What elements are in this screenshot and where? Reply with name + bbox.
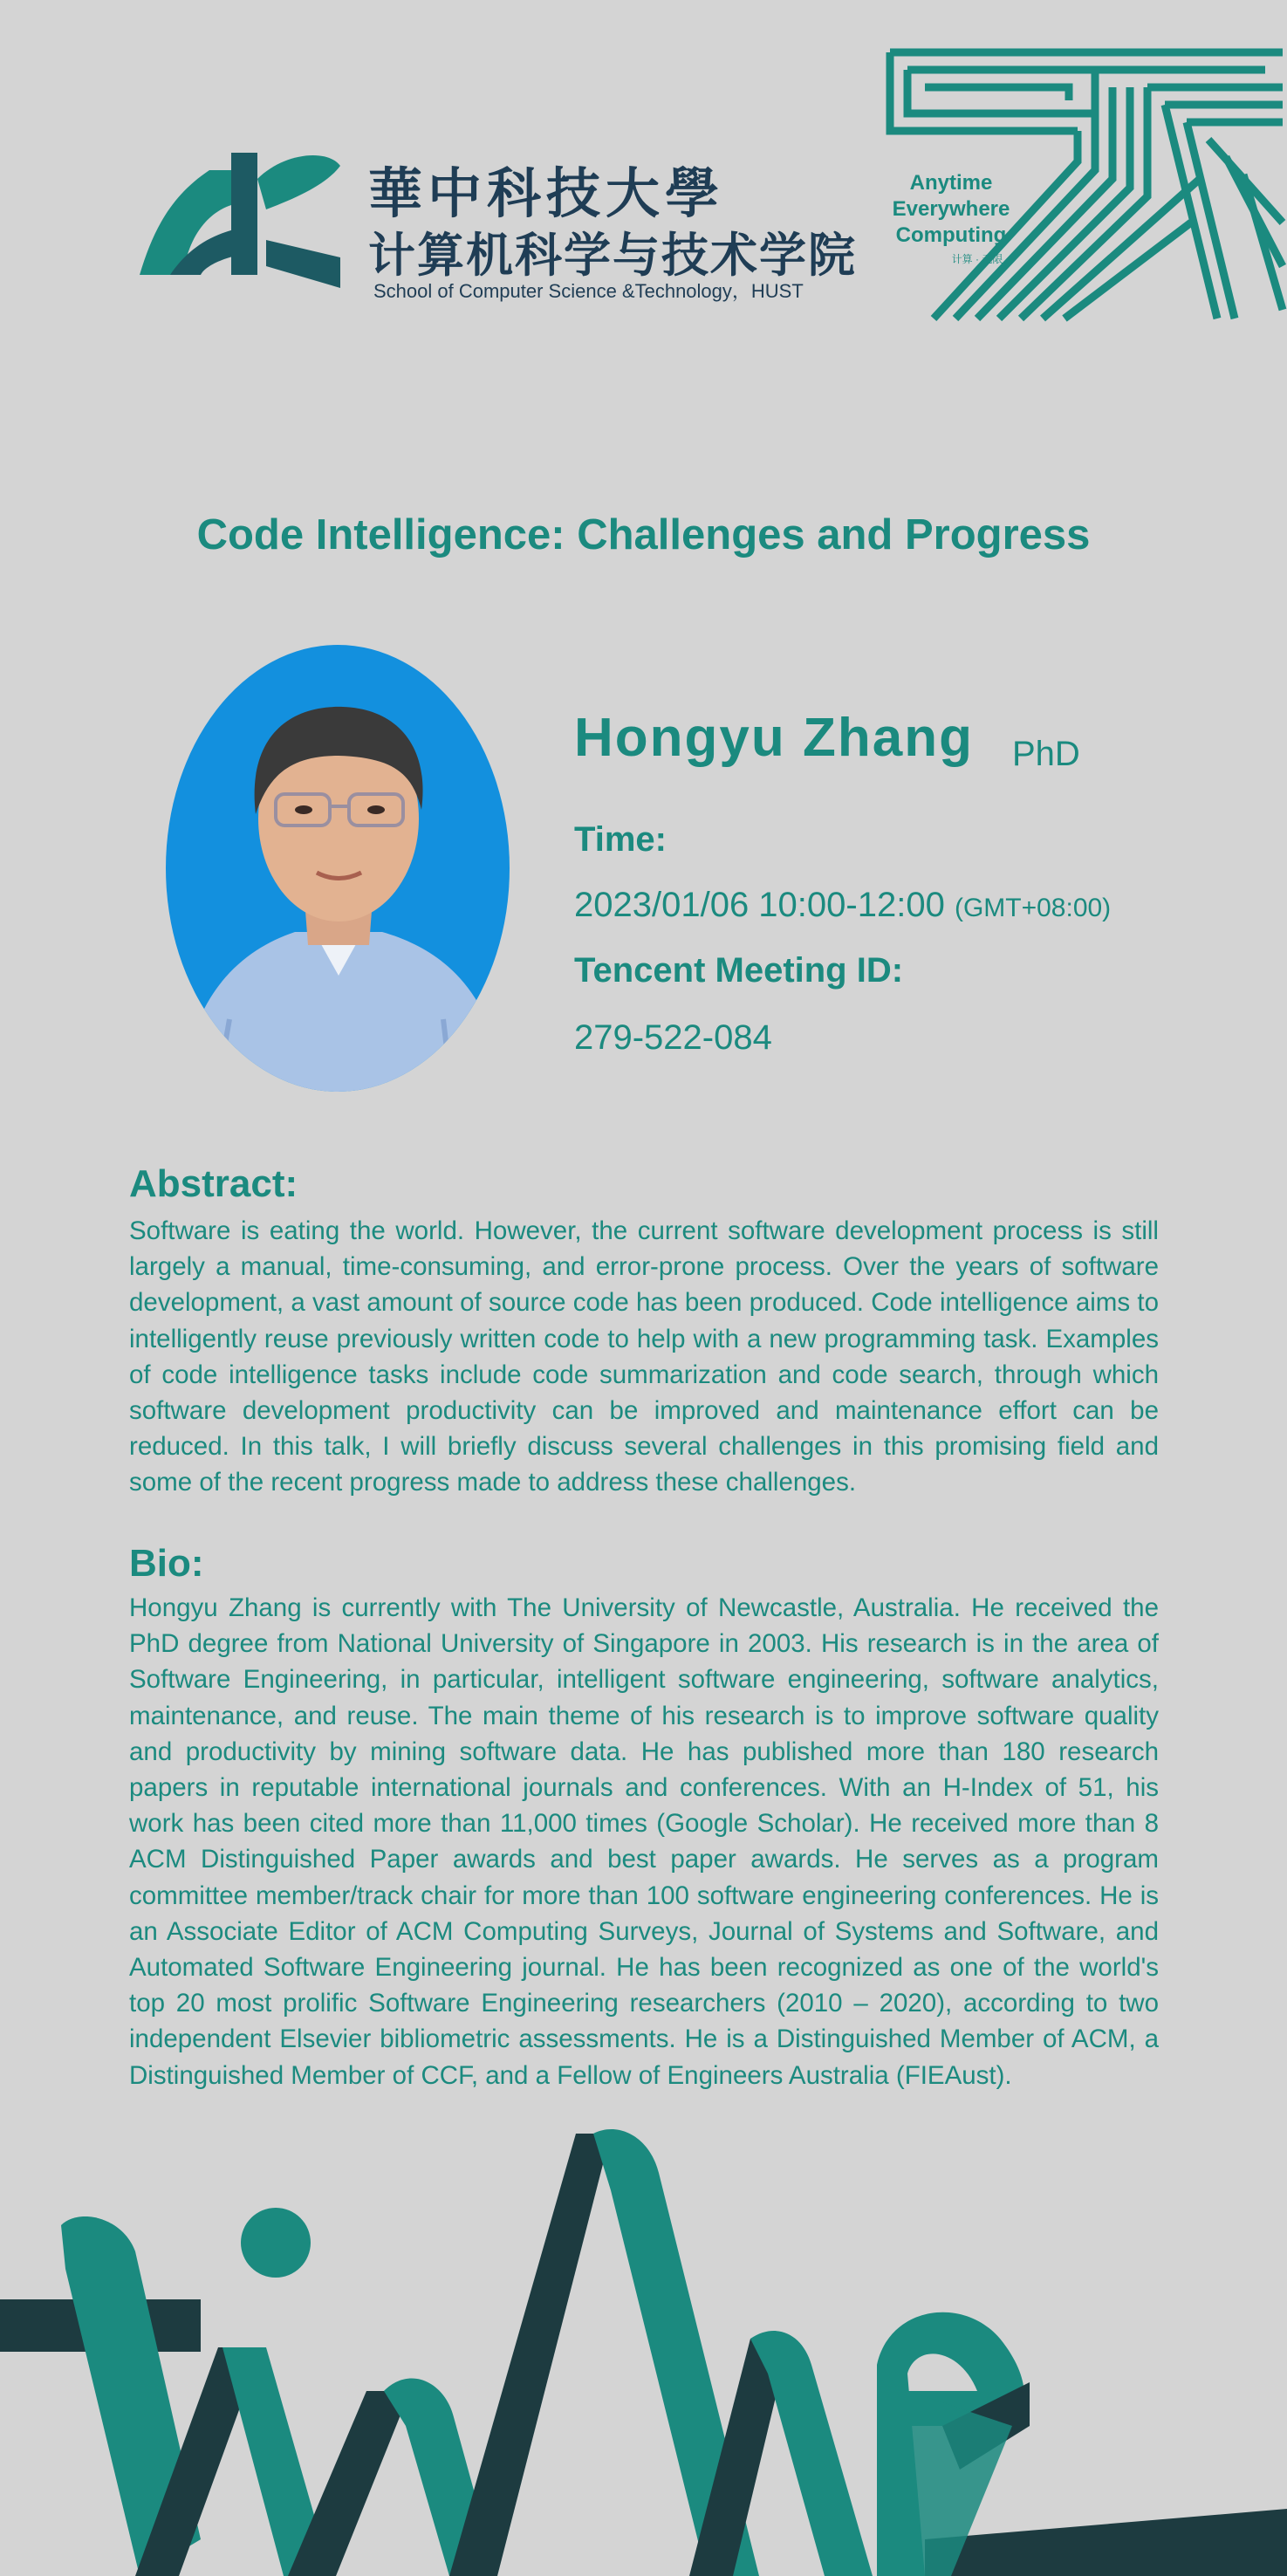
school-name-cn: 计算机科学与技术学院: [368, 230, 857, 282]
bio-text: Hongyu Zhang is currently with The University of Newcastle, Australia. He received the PhD degree from National University of Singapore in 2003. His research is in the area of Software Engineering, in particular, intelligent software engineering, software analytics, maintenance, and reuse. The main theme of his research is to improve software quality and productivity by mining software data. He has published more than 180 research papers in reputable international journals and conferences. With an H-Index of 51, his work has been cited more than 11,000 times (Google Scholar). He received more than 8 ACM Distinguished Paper awards and best paper awards. He serves as a program committee member/track chair for more than 100 software engineering conferences. He is an Associate Editor of ACM Computing Surveys, Journal of Systems and Software, and Automated Software Engineering journal. He has been recognized as one of the world's top 20 most prolific Software Engineering researchers (2010 – 2020), according to two independent Elsevier bibliometric assessments. He is a Distinguished Member of ACM, a Distinguished Member of CCF, and a Fellow of Engineers Australia (FIEAust).: [129, 1593, 1159, 2090]
time-datetime: 2023/01/06 10:00-12:00: [574, 886, 945, 924]
slogan-line: Anytime: [909, 171, 993, 195]
time-zone: (GMT+08:00): [954, 894, 1112, 922]
time-value: [574, 886, 1111, 925]
school-name-en: School of Computer Science &Technology，HUST: [373, 280, 804, 302]
university-name-cn: 華中科技大學: [368, 161, 725, 225]
talk-title: Code Intelligence: Challenges and Progress: [196, 511, 1091, 558]
abstract-text: Software is eating the world. However, the current software development process is still largely a manual, time-consuming, and error-prone process. Over the years of software development, a vast amount of source code has been produced. Code intelligence aims to intelligently reuse previously written code to help with a new programming task. Examples of code intelligence tasks include code summarization and code search, through which software development productivity can be improved and maintenance effort can be reduced. In this talk, I will briefly discuss several challenges in this promising field and some of the recent progress made to address these challenges.: [129, 1216, 1159, 1497]
slogan-subtitle: 计算 · 无限: [951, 253, 1003, 265]
maze-emblem-icon: [886, 48, 1287, 323]
school-logo-icon: [135, 144, 345, 301]
meeting-id-label: Tencent Meeting ID:: [574, 951, 904, 990]
abstract-heading: Abstract:: [129, 1162, 298, 1205]
time-ribbon-lettering-icon: [0, 2129, 1287, 2576]
slogan-line: Computing: [895, 223, 1007, 247]
speaker-degree: PhD: [1012, 735, 1080, 773]
speaker-portrait-icon: [164, 644, 511, 1093]
speaker-name: Hongyu Zhang: [574, 708, 974, 768]
time-label: Time:: [574, 820, 667, 859]
bio-heading: Bio:: [129, 1542, 204, 1585]
meeting-id-value: 279-522-084: [574, 1018, 772, 1057]
slogan-line: Everywhere: [892, 197, 1010, 221]
